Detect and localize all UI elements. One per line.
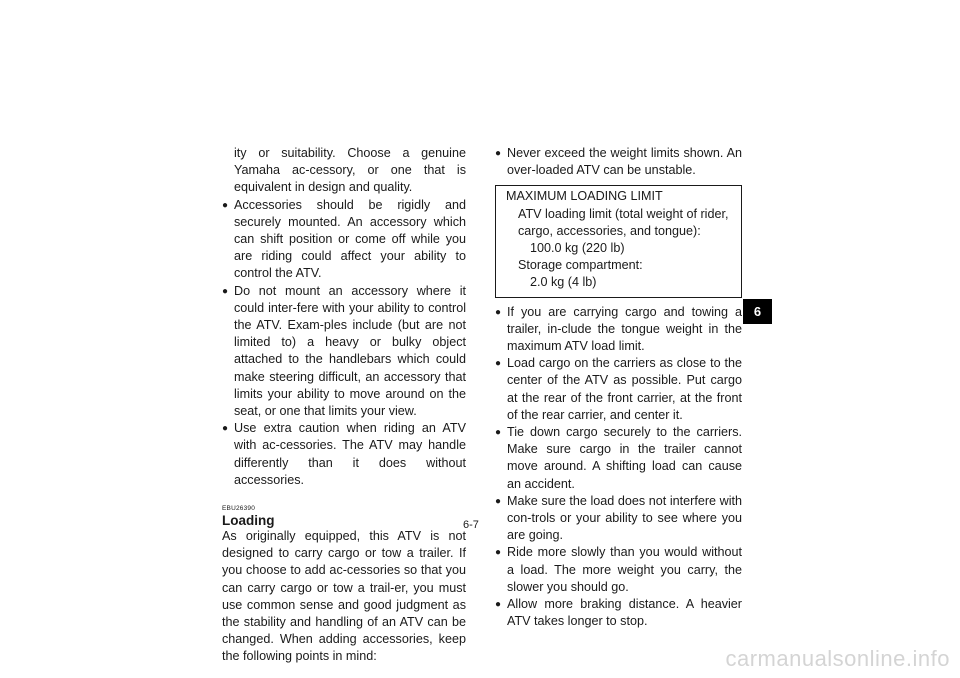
bullet-text: Do not mount an accessory where it could inter-fere with your ability to control the ATV. Exam-ples include (but are not limited to) a heavy or bulky object attached to the handlebars which could make steering difficult, an accessory that limits your ability to move around on the seat, or one that limits your view. xyxy=(234,283,466,419)
bullet-icon: ● xyxy=(222,285,229,297)
section-paragraph: As originally equipped, this ATV is not designed to carry cargo or tow a trailer. If you choose to add ac-cessories so that you can carry cargo or tow a trail-er, you must use common sense and good judgment as the stability and handling of an ATV can be changed. When adding accessories, keep the following points in mind: xyxy=(222,529,466,664)
bullet-text: Never exceed the weight limits shown. An over-loaded ATV can be unstable. xyxy=(507,146,742,178)
bullet-item xyxy=(495,596,742,630)
continuation-text: ity or suitability. Choose a genuine Yamaha ac-cessory, or one that is equivalent in design and quality. xyxy=(234,146,466,195)
storage-label: Storage compartment: xyxy=(518,258,643,273)
bullet-text: Accessories should be rigidly and securely mounted. An accessory which can shift position or come off while you are riding could affect your ability to control the ATV. xyxy=(234,197,466,281)
storage-value: 2.0 kg (4 lb) xyxy=(530,275,597,290)
bullet-text: Use extra caution when riding an ATV with ac-cessories. The ATV may handle differently than it does without accessories. xyxy=(234,421,466,487)
limit-value: 100.0 kg (220 lb) xyxy=(530,241,625,256)
bullet-text: Allow more braking distance. A heavier ATV takes longer to stop. xyxy=(507,597,742,629)
bullet-item xyxy=(495,145,742,179)
right-column xyxy=(495,145,742,630)
bullet-item xyxy=(495,304,742,356)
loading-limit-box xyxy=(495,185,742,297)
bullet-item xyxy=(222,420,466,489)
bullet-text: If you are carrying cargo and towing a trailer, in-clude the tongue weight in the maximum ATV load limit. xyxy=(507,304,742,354)
bullet-item xyxy=(495,355,742,424)
bullet-text: Tie down cargo securely to the carriers. Make sure cargo in the trailer cannot move around. A shifting load can cause an accident. xyxy=(507,425,742,491)
limit-box-title: MAXIMUM LOADING LIMIT xyxy=(506,189,663,204)
bullet-icon: ● xyxy=(222,423,229,435)
bullet-text: Load cargo on the carriers as close to the center of the ATV as possible. Put cargo at the rear of the front carrier, at the front of the rear carrier, and center it. xyxy=(507,356,742,422)
section-title: Loading xyxy=(222,513,275,529)
limit-label: ATV loading limit (total weight of rider, cargo, accessories, and tongue): xyxy=(518,206,729,238)
bullet-text: Make sure the load does not interfere with con-trols or your ability to see where you are going. xyxy=(507,493,742,543)
bullet-icon: ● xyxy=(495,495,502,507)
bullet-icon: ● xyxy=(495,148,502,159)
bullet-item xyxy=(495,544,742,596)
bullet-icon: ● xyxy=(495,306,502,318)
page-number: 6-7 xyxy=(463,519,479,531)
watermark: carmanualsonline.info xyxy=(725,646,950,671)
bullet-icon: ● xyxy=(495,547,502,559)
bullet-text: Ride more slowly than you would without a load. The more weight you carry, the slower you should go. xyxy=(507,545,742,594)
bullet-item xyxy=(495,424,742,493)
bullet-icon: ● xyxy=(495,599,502,611)
bullet-item xyxy=(222,197,466,283)
bullet-icon: ● xyxy=(222,199,229,211)
section-code: EBU26390 xyxy=(222,505,256,513)
chapter-tab: 6 xyxy=(743,299,772,324)
left-column xyxy=(222,145,466,666)
bullet-item xyxy=(495,493,742,545)
bullet-icon: ● xyxy=(495,427,502,439)
bullet-icon: ● xyxy=(495,358,502,370)
bullet-item xyxy=(222,283,466,421)
